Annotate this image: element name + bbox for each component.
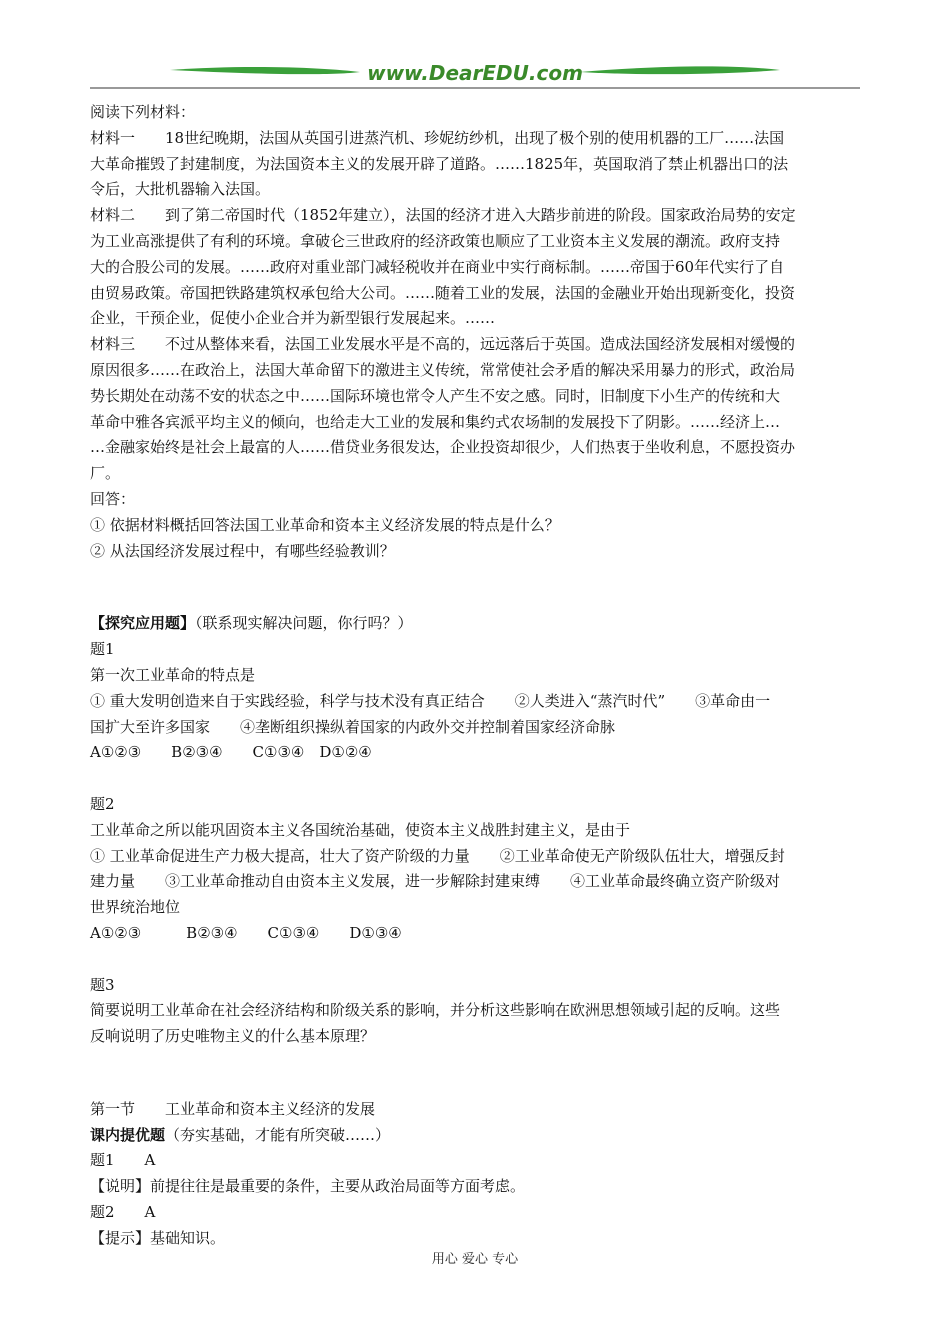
problem-1-option-line: 国扩大至许多国家 ④垄断组织操纵着国家的内政外交并控制着国家经济命脉: [90, 717, 616, 736]
material-3-line: 厂。: [90, 464, 121, 483]
page-footer: 用心 爱心 专心: [431, 1252, 519, 1267]
material-1-line: 大革命摧毁了封建制度，为法国资本主义的发展开辟了道路。……1825年，英国取消了禁止机器出口的法: [90, 154, 789, 173]
problem-3-line: 简要说明工业革命在社会经济结构和阶级关系的影响，并分析这些影响在欧洲思想领域引起的反响。这些: [90, 1001, 781, 1020]
site-name: www.DearEDU.com: [367, 61, 583, 85]
answer-1-note: 【说明】前提往往是最重要的条件，主要从政治局面等方面考虑。: [90, 1177, 526, 1196]
problem-3-label: 题3: [90, 975, 115, 994]
explore-title: 【探究应用题】: [90, 614, 196, 633]
material-1-line: 材料一 18世纪晚期，法国从英国引进蒸汽机、珍妮纺纱机，出现了极个别的使用机器的工厂……法国: [90, 128, 785, 147]
answer-label: 回答：: [90, 489, 136, 508]
problem-2-choices: A①②③ B②③④ C①③④ D①③④: [90, 923, 402, 942]
answer-1: 题1 A: [90, 1151, 156, 1170]
problem-2-stem: 工业革命之所以能巩固资本主义各国统治基础，使资本主义战胜封建主义，是由于: [90, 820, 631, 839]
material-3-line: 势长期处在动荡不安的状态之中……国际环境也常令人产生不安之感。同时，旧制度下小生产的传统和大: [90, 386, 781, 405]
material-2-line: 大的合股公司的发展。……政府对重业部门减轻税收并在商业中实行商标制。……帝国于60年代实行了自: [90, 257, 785, 276]
page-header: [90, 58, 860, 90]
problem-2-option-line: ① 工业革命促进生产力极大提高，壮大了资产阶级的力量 ②工业革命使无产阶级队伍壮大，增强反封: [90, 846, 785, 865]
material-3-line: 材料三 不过从整体来看，法国工业发展水平是不高的，远远落后于英国。造成法国经济发展相对缓慢的: [90, 335, 796, 354]
problem-1-choices: A①②③ B②③④ C①③④ D①②④: [90, 743, 372, 762]
explore-heading: [90, 611, 860, 637]
material-3-line: 革命中雅各宾派平均主义的倾向，也给走大工业的发展和集约式农场制的发展投下了阴影。……经济上…: [90, 412, 781, 431]
answers-heading-note: （夯实基础，才能有所突破……）: [165, 1125, 391, 1144]
material-2-line: 材料二 到了第二帝国时代（1852年建立），法国的经济才进入大踏步前进的阶段。国家政治局势的安定: [90, 206, 796, 225]
material-2-line: 由贸易政策。帝国把铁路建筑权承包给大公司。……随着工业的发展，法国的金融业开始出现新变化，投资: [90, 283, 796, 302]
material-3-line: 原因很多……在政治上，法国大革命留下的激进主义传统，常常使社会矛盾的解决采用暴力的形式，政治局: [90, 360, 796, 379]
problem-1-option-line: ① 重大发明创造来自于实践经验，科学与技术没有真正结合 ②人类进入“蒸汽时代” ③革命由一: [90, 691, 771, 710]
problem-2-label: 题2: [90, 794, 115, 813]
material-2-line: 企业，干预企业，促使小企业合并为新型银行发展起来。……: [90, 309, 496, 328]
problem-3-line: 反响说明了历史唯物主义的什么基本原理？: [90, 1027, 376, 1046]
site-logo-banner: [90, 58, 860, 90]
question-1: ① 依据材料概括回答法国工业革命和资本主义经济发展的特点是什么？: [90, 515, 560, 534]
problem-1-stem: 第一次工业革命的特点是: [90, 665, 256, 684]
problem-1-label: 题1: [90, 640, 115, 659]
material-1-line: 令后，大批机器输入法国。: [90, 180, 271, 199]
problem-2-option-line: 世界统治地位: [90, 898, 181, 917]
question-2: ② 从法国经济发展过程中，有哪些经验教训？: [90, 541, 395, 560]
section-title: 第一节 工业革命和资本主义经济的发展: [90, 1099, 376, 1118]
answers-heading-title: 课内提优题: [90, 1125, 166, 1144]
answer-2-note: 【提示】基础知识。: [90, 1228, 226, 1247]
reading-intro: 阅读下列材料：: [90, 103, 196, 121]
document-body: [90, 100, 860, 1252]
explore-subtitle: （联系现实解决问题，你行吗？）: [195, 614, 413, 633]
answer-2: 题2 A: [90, 1203, 156, 1222]
material-3-line: …金融家始终是社会上最富的人……借贷业务很发达，企业投资却很少，人们热衷于坐收利息，不愿投资办: [90, 438, 796, 457]
material-2-line: 为工业高涨提供了有利的环境。拿破仑三世政府的经济政策也顺应了工业资本主义发展的潮流。政府支持: [90, 231, 781, 250]
answers-heading: [90, 1123, 860, 1149]
problem-2-option-line: 建力量 ③工业革命推动自由资本主义发展，进一步解除封建束缚 ④工业革命最终确立资产阶级对: [90, 872, 781, 891]
